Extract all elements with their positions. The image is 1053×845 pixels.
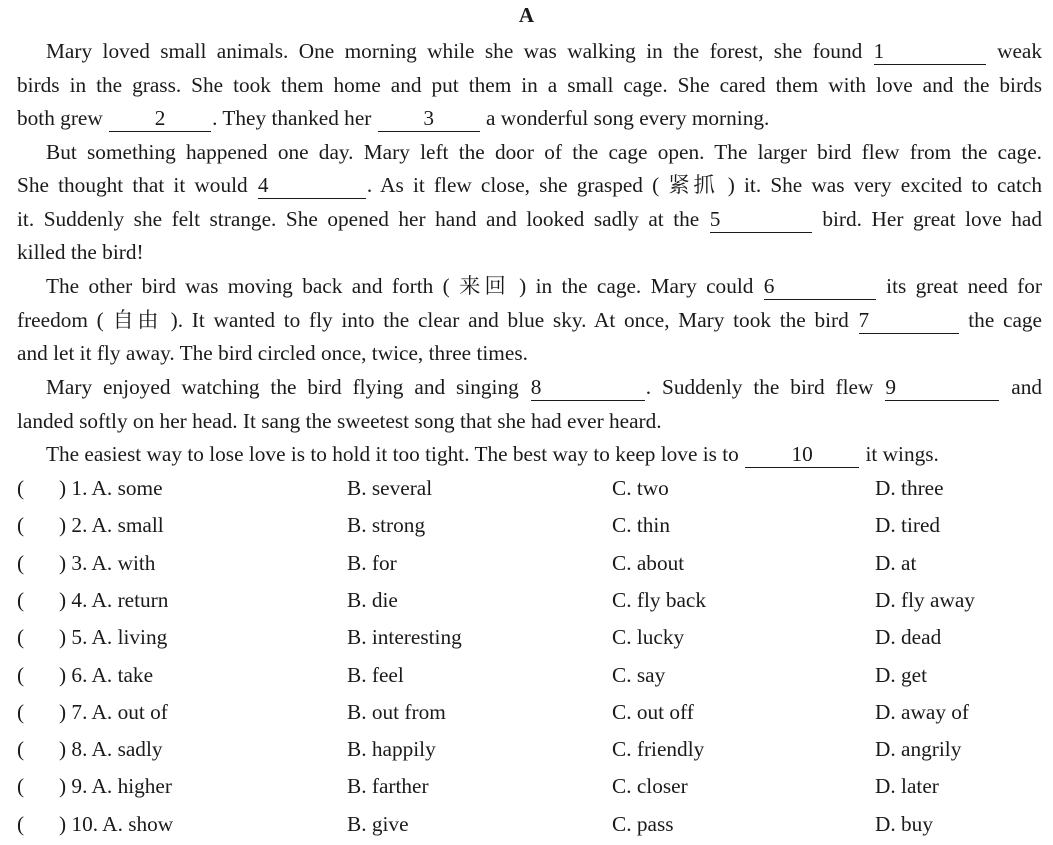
blank-5[interactable]: 5 [710,208,812,233]
option-c[interactable]: C. pass [612,811,674,836]
option-b[interactable]: B. happily [347,737,436,762]
passage-line [46,269,1042,303]
blank-7[interactable]: 7 [859,309,959,334]
option-d[interactable]: D. fly away [875,587,975,612]
passage-text: freedom ( 自由 ). It wanted to fly into the clear and blue sky. At once, Mary took the bird [17,308,849,332]
option-c[interactable]: C. closer [612,774,688,799]
passage-text: birds in the grass. She took them home and put them in a small cage. She cared them with love and the birds [17,73,1042,97]
blank-1[interactable]: 1 [874,40,986,65]
answer-paren[interactable]: ( [17,774,25,799]
blank-6[interactable]: 6 [764,275,876,300]
option-c[interactable]: C. fly back [612,587,707,612]
question-label: ) 8. A. sadly [59,737,163,762]
passage-text: and [1011,375,1043,399]
blank-10[interactable]: 10 [745,443,859,468]
passage-line [17,202,1042,236]
option-c[interactable]: C. say [612,662,666,687]
option-b[interactable]: B. strong [347,513,426,538]
answer-paren[interactable]: ( [17,625,25,650]
passage-text: The easiest way to lose love is to hold it too tight. The best way to keep love is to [46,442,739,466]
option-b[interactable]: B. give [347,811,409,836]
option-d[interactable]: D. away of [875,699,970,724]
passage-text: both grew [17,106,103,130]
passage-line [17,336,1042,370]
option-c[interactable]: C. thin [612,513,670,538]
option-d[interactable]: D. later [875,774,939,799]
option-d[interactable]: D. three [875,476,944,500]
passage-line [17,68,1042,102]
answer-paren[interactable]: ( [17,811,25,836]
question-label: ) 1. A. some [59,476,163,500]
question-label: ) 2. A. small [59,513,164,538]
passage-text: But something happened one day. Mary left the door of the cage open. The larger bird flew from the cage. [46,140,1042,164]
answer-paren[interactable]: ( [17,662,25,687]
passage-text: . They thanked her [212,106,372,130]
question-row [17,694,1047,731]
passage-line [46,370,1042,404]
option-c[interactable]: C. out off [612,699,694,724]
blank-4[interactable]: 4 [258,174,366,199]
passage-text: Mary enjoyed watching the bird flying and singing [46,375,519,399]
passage-line [17,404,1042,438]
passage-text: . Suddenly the bird flew [645,375,874,399]
blank-3[interactable]: 3 [378,107,480,132]
passage-text: the cage [968,308,1042,332]
question-label: ) 5. A. living [59,625,168,650]
passage-text: its great need for [886,274,1042,298]
option-c[interactable]: C. friendly [612,737,705,762]
option-d[interactable]: D. buy [875,811,933,836]
question-label: ) 9. A. higher [59,774,172,799]
passage-line [17,101,1042,135]
answer-paren[interactable]: ( [17,587,25,612]
option-b[interactable]: B. several [347,476,433,500]
answer-paren[interactable]: ( [17,550,25,575]
option-d[interactable]: D. get [875,662,928,687]
question-row [17,731,1047,768]
question-label: ) 7. A. out of [59,699,168,724]
passage-line [17,235,1042,269]
passage-line [46,437,1042,471]
answer-paren[interactable]: ( [17,737,25,762]
passage-text: a wonderful song every morning. [486,106,770,130]
passage-text: and let it fly away. The bird circled once, twice, three times. [17,341,528,365]
blank-2[interactable]: 2 [109,107,211,132]
question-row [17,806,1047,843]
question-row [17,768,1047,805]
question-label: ) 10. A. show [59,811,174,836]
option-b[interactable]: B. interesting [347,625,462,650]
option-b[interactable]: B. farther [347,774,429,799]
question-label: ) 6. A. take [59,662,154,687]
passage-line [46,34,1042,68]
option-b[interactable]: B. feel [347,662,404,687]
answer-paren[interactable]: ( [17,513,25,538]
blank-8[interactable]: 8 [531,376,645,401]
passage-text: She thought that it would [17,173,248,197]
passage-text: killed the bird! [17,240,144,264]
answer-paren[interactable]: ( [17,699,25,724]
question-label: ) 3. A. with [59,550,156,575]
blank-9[interactable]: 9 [885,376,999,401]
passage-text: it. Suddenly she felt strange. She opened her hand and looked sadly at the [17,207,700,231]
passage-line [17,303,1042,337]
option-d[interactable]: D. at [875,550,917,575]
option-b[interactable]: B. for [347,550,397,575]
option-c[interactable]: C. lucky [612,625,685,650]
passage-text: weak [997,39,1043,63]
section-title: A [518,3,535,27]
option-d[interactable]: D. angrily [875,737,962,762]
question-row [17,657,1047,694]
option-c[interactable]: C. two [612,476,669,500]
passage-text: The other bird was moving back and forth ( 来回 ) in the cage. Mary could [46,274,754,298]
passage-text: landed softly on her head. It sang the sweetest song that she had ever heard. [17,409,662,433]
question-label: ) 4. A. return [59,587,169,612]
answer-paren[interactable]: ( [17,476,25,500]
question-row [17,545,1047,582]
option-b[interactable]: B. out from [347,699,446,724]
passage-line [46,135,1042,169]
passage-text: bird. Her great love had [822,207,1043,231]
option-c[interactable]: C. about [612,550,685,575]
passage-text: it wings. [865,442,939,466]
passage-text: Mary loved small animals. One morning while she was walking in the forest, she found [46,39,863,63]
question-row [17,582,1047,619]
option-d[interactable]: D. tired [875,513,941,538]
passage-text: . As it flew close, she grasped ( 紧抓 ) it. She was very excited to catch [366,173,1042,197]
option-b[interactable]: B. die [347,587,398,612]
question-row [17,507,1047,544]
question-row [17,470,1047,507]
option-d[interactable]: D. dead [875,625,942,650]
question-row [17,619,1047,656]
passage-line [17,168,1042,202]
